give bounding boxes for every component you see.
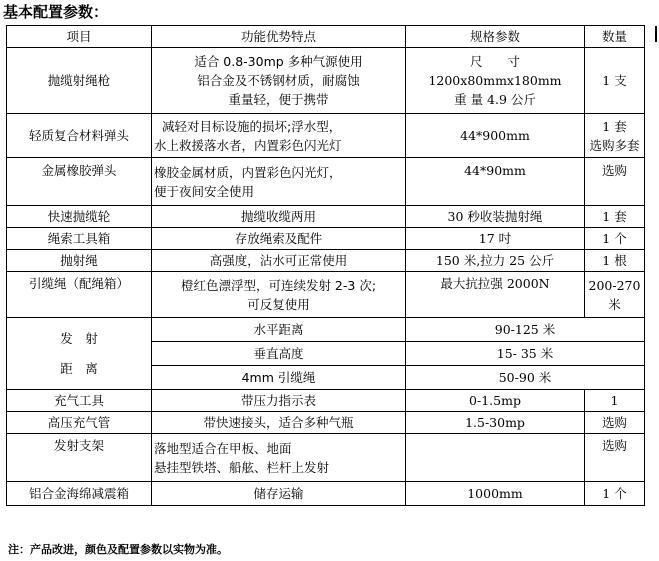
- row-features: 储存运输: [152, 482, 406, 506]
- footnote: 注：产品改进，颜色及配置参数以实物为准。: [8, 543, 228, 556]
- table-row: [7, 228, 645, 250]
- feature-line: 重量轻，便于携带: [228, 92, 329, 107]
- range-label: 水平距离: [152, 318, 406, 342]
- table-row: [7, 48, 645, 114]
- feature-line: 可反复使用: [247, 296, 310, 312]
- row-features: [152, 158, 406, 206]
- range-value: 90-125 米: [406, 318, 645, 342]
- row-spec: 17 吋: [406, 228, 585, 250]
- range-label: 垂直高度: [152, 342, 406, 366]
- table-row: [7, 390, 645, 412]
- scrollbar-marker: [655, 26, 657, 42]
- row-features: 带快速接头，适合多种气瓶: [152, 412, 406, 434]
- feature-line: 适合 0.8-30mp 多种气源使用: [194, 54, 363, 69]
- feature-line: 水上救援落水者，内置彩色闪光灯: [154, 137, 342, 153]
- row-name: 金属橡胶弹头: [7, 158, 152, 206]
- row-spec: 150 米,拉力 25 公斤: [406, 250, 585, 272]
- row-name: 快速抛缆轮: [7, 206, 152, 228]
- range-label: 4mm 引缆绳: [152, 366, 406, 390]
- row-qty: 1 支: [585, 48, 645, 114]
- header-qty: 数量: [585, 26, 645, 48]
- feature-line: 便于夜间安全使用: [154, 183, 255, 199]
- row-qty: 选购: [585, 412, 645, 434]
- row-qty: [585, 272, 645, 318]
- row-spec: [406, 434, 585, 482]
- feature-line: 减轻对目标设施的损坏;浮水型，: [162, 118, 342, 134]
- header-features: 功能优势特点: [152, 26, 406, 48]
- row-features: [152, 48, 406, 114]
- row-features: [152, 272, 406, 318]
- feature-line: 铝合金及不锈钢材质，耐腐蚀: [197, 73, 360, 88]
- feature-line: 橙红色漂浮型，可连续发射 2-3 次;: [180, 277, 377, 293]
- qty-line: 米: [608, 296, 621, 312]
- row-spec: 最大抗拉强 2000N: [406, 272, 585, 318]
- table-row: [7, 412, 645, 434]
- qty-line: 200-270: [588, 277, 641, 293]
- row-qty: 选购: [585, 434, 645, 482]
- range-line: 发 射: [60, 330, 98, 346]
- row-spec: 44*90mm: [406, 158, 585, 206]
- spec-table: [6, 25, 645, 506]
- row-spec: 0-1.5mp: [406, 390, 585, 412]
- row-qty: 1: [585, 390, 645, 412]
- feature-line: 落地型适合在甲板、地面: [154, 440, 292, 456]
- row-features: 存放绳索及配件: [152, 228, 406, 250]
- row-name: 抛缆射绳枪: [7, 48, 152, 114]
- feature-line: 悬挂型铁塔、船舷、栏杆上发射: [154, 459, 330, 475]
- row-name: 绳索工具箱: [7, 228, 152, 250]
- row-spec: 44*900mm: [406, 114, 585, 158]
- row-name: 高压充气管: [7, 412, 152, 434]
- row-features: 抛缆收缆两用: [152, 206, 406, 228]
- page-title: 基本配置参数：: [3, 3, 109, 21]
- row-spec: 30 秒收装抛射绳: [406, 206, 585, 228]
- header-item: 项目: [7, 26, 152, 48]
- row-qty: [585, 114, 645, 158]
- table-row: [7, 250, 645, 272]
- row-qty: 1 个: [585, 482, 645, 506]
- table-row: [7, 482, 645, 506]
- qty-line: 选购多套: [589, 137, 640, 153]
- row-name: 铝合金海绵减震箱: [7, 482, 152, 506]
- row-name: 抛射绳: [7, 250, 152, 272]
- row-features: [152, 114, 406, 158]
- qty-line: 1 套: [602, 118, 627, 134]
- range-value: 15- 35 米: [406, 342, 645, 366]
- table-row: [7, 158, 645, 206]
- row-qty: 选购: [585, 158, 645, 206]
- row-spec: [406, 48, 585, 114]
- row-qty: 1 个: [585, 228, 645, 250]
- row-name: 充气工具: [7, 390, 152, 412]
- row-name: 发射支架: [7, 434, 152, 482]
- table-row: [7, 114, 645, 158]
- header-spec: 规格参数: [406, 26, 585, 48]
- row-name-range: [7, 318, 152, 390]
- spec-line: 尺 寸: [469, 54, 520, 69]
- table-row: [7, 206, 645, 228]
- row-name: 引缆绳（配绳箱）: [7, 272, 152, 318]
- row-name: 轻质复合材料弹头: [7, 114, 152, 158]
- row-features: [152, 434, 406, 482]
- range-value: 50-90 米: [406, 366, 645, 390]
- table-row: [7, 272, 645, 318]
- spec-line: 重 量 4.9 公斤: [454, 92, 536, 107]
- range-line: 距 离: [60, 360, 98, 376]
- row-features: 带压力指示表: [152, 390, 406, 412]
- row-spec: 1.5-30mp: [406, 412, 585, 434]
- table-row: [7, 318, 645, 342]
- row-qty: 1 根: [585, 250, 645, 272]
- row-spec: 1000mm: [406, 482, 585, 506]
- row-qty: 1 套: [585, 206, 645, 228]
- table-row: [7, 434, 645, 482]
- feature-line: 橡胶金属材质，内置彩色闪光灯，: [154, 164, 342, 180]
- table-header-row: [7, 26, 645, 48]
- spec-line: 1200x80mmx180mm: [428, 73, 562, 88]
- row-features: 高强度，沾水可正常使用: [152, 250, 406, 272]
